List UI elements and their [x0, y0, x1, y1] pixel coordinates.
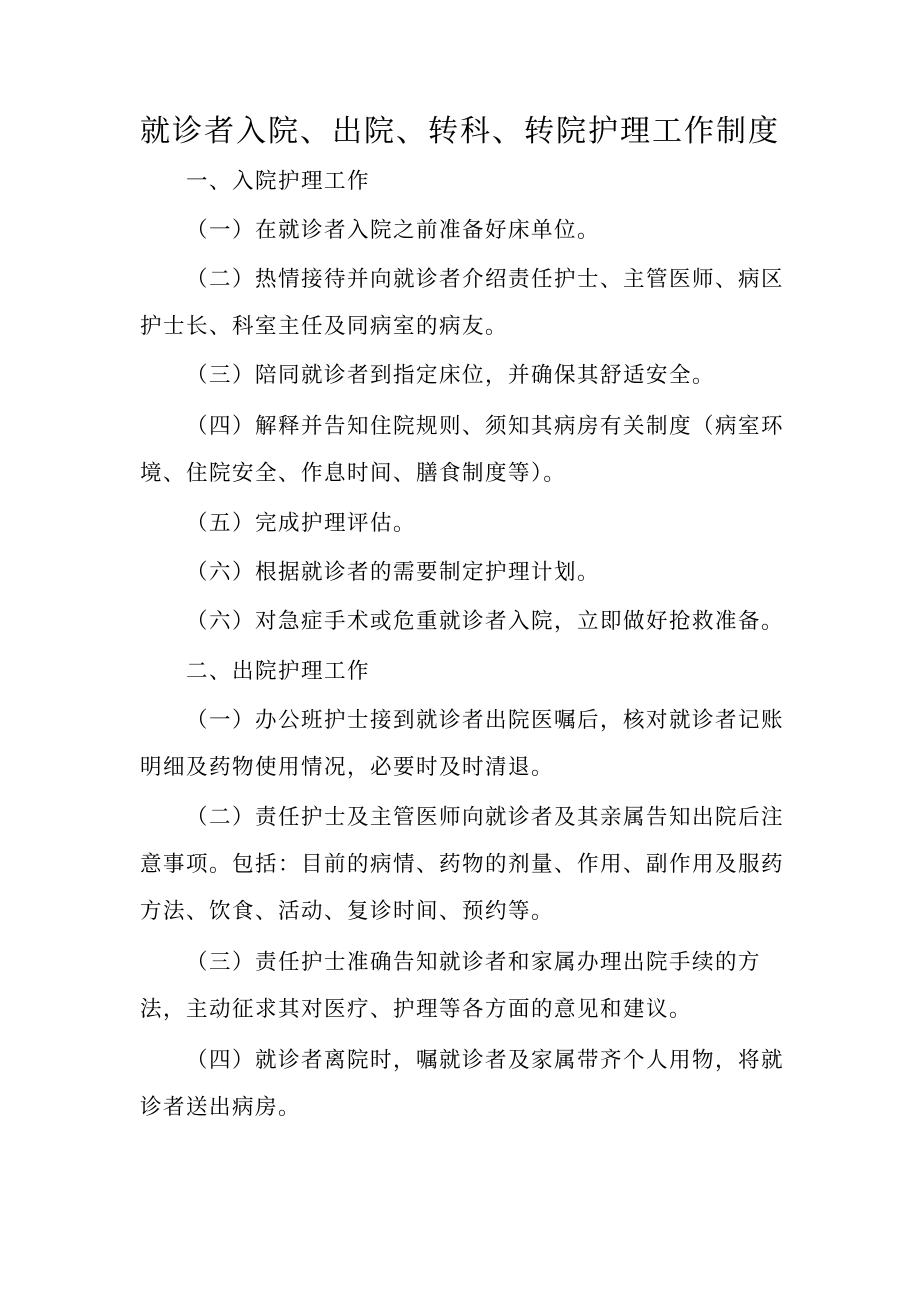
document-title: 就诊者入院、出院、转科、转院护理工作制度	[140, 114, 780, 149]
admission-item-4: （四）解释并告知住院规则、须知其病房有关制度（病室环境、住院安全、作息时间、膳食制度等）。	[140, 414, 785, 486]
admission-item-6: （六）根据就诊者的需要制定护理计划。	[186, 560, 601, 585]
section-heading-discharge: 二、出院护理工作	[186, 659, 371, 684]
discharge-item-4: （四）就诊者离院时，嘱就诊者及家属带齐个人用物，将就诊者送出病房。	[140, 1048, 785, 1120]
admission-item-3: （三）陪同就诊者到指定床位，并确保其舒适安全。	[186, 363, 716, 388]
admission-item-2: （二）热情接待并向就诊者介绍责任护士、主管医师、病区护士长、科室主任及同病室的病友。	[140, 267, 785, 339]
admission-item-5: （五）完成护理评估。	[186, 511, 417, 536]
section-heading-admission: 一、入院护理工作	[186, 169, 371, 194]
discharge-item-1: （一）办公班护士接到就诊者出院医嘱后，核对就诊者记账明细及药物使用情况，必要时及时清退。	[140, 708, 785, 780]
discharge-item-3: （三）责任护士准确告知就诊者和家属办理出院手续的方法，主动征求其对医疗、护理等各方面的意见和建议。	[140, 950, 762, 1022]
admission-item-1: （一）在就诊者入院之前准备好床单位。	[186, 218, 601, 243]
discharge-item-2: （二）责任护士及主管医师向就诊者及其亲属告知出院后注意事项。包括：目前的病情、药物的剂量、作用、副作用及服药方法、饮食、活动、复诊时间、预约等。	[140, 805, 785, 924]
admission-item-7: （六）对急症手术或危重就诊者入院，立即做好抢救准备。	[186, 609, 785, 634]
